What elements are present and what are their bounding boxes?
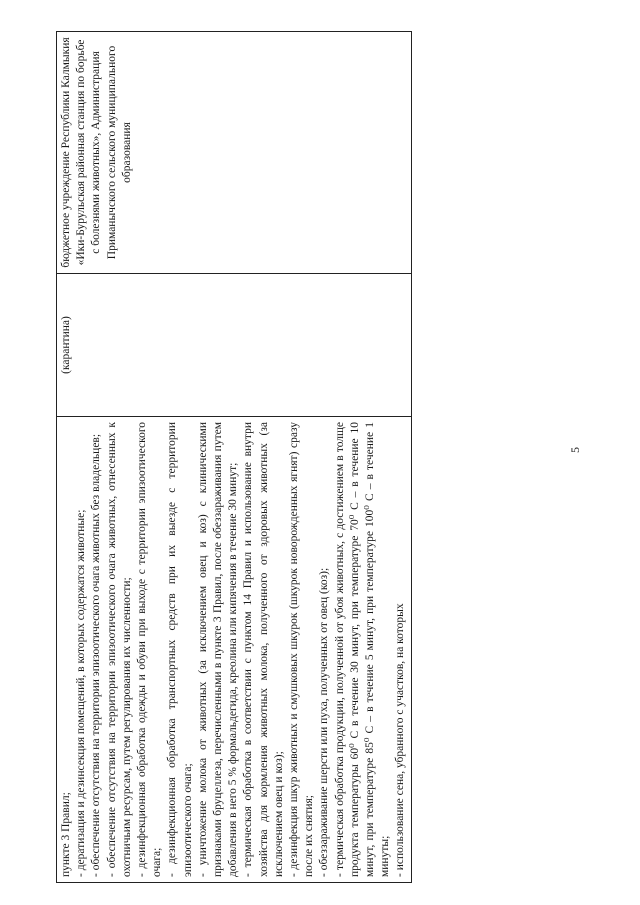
measure-item: - дезинфекция шкур животных и смушковых шкурок (шкурок новорожденных ягнят) сразу после их снятия; bbox=[288, 422, 316, 877]
measure-item: - использование сена, убранного с участков, на которых bbox=[394, 603, 407, 877]
measures-table bbox=[56, 31, 412, 883]
measure-item: - дезинфекционная обработка транспортных средств при их выезде с территории эпизоотического очага; bbox=[166, 422, 194, 877]
measure-item: - обеспечение отсутствия на территории эпизоотического очага животных без владельцев; bbox=[90, 433, 103, 877]
measure-item: - дератизация и дезинсекция помещений, в которых содержатся животные; bbox=[75, 509, 88, 877]
responsible-text: бюджетное учреждение Республики Калмыкия «Ики-Бурульская районная станция по борьбе с болезнями животных», Администрация Приманычского сельского муниципального образования bbox=[60, 37, 133, 268]
responsible-cell bbox=[57, 32, 412, 274]
measure-item: - обеспечение отсутствия на территории эпизоотического очага животных, отнесенных к охотничьим ресурсам, путем регулирования их численности; bbox=[105, 422, 133, 877]
measure-item: - дезинфекционная обработка одежды и обуви при выходе с территории эпизоотического очага; bbox=[136, 422, 164, 877]
deadline-cell bbox=[57, 274, 412, 417]
measures-list bbox=[59, 422, 409, 877]
measure-item: - уничтожение молока от животных (за исключением овец и коз) с клиническими признаками бруцеллеза, перечисленными в пункте 3 Правил, после обеззараживания путем добавления в него 5 % формальдегида, креолина или кипячения в течение 30 минут; bbox=[196, 422, 240, 877]
deadline-text: (карантина) bbox=[60, 316, 72, 374]
page-number: 5 bbox=[568, 447, 582, 453]
measure-item: пункте 3 Правил; bbox=[60, 792, 72, 877]
table-row bbox=[57, 32, 412, 883]
measure-item: - термическая обработка в соответствии с пунктом 14 Правил и использование внутри хозяйства для кормления животных молока, полученного от здоровых животных (за исключением овец и коз); bbox=[242, 422, 285, 877]
measure-item: - обеззараживание шерсти или пуха, полученных от овец (коз); bbox=[318, 567, 331, 877]
measures-cell bbox=[57, 417, 412, 883]
measure-item: - термическая обработка продукции, полученной от убоя животных, с достижением в толще продукта температуры 60⁰ С в течение 30 минут, при температуре 70⁰ С – в течение 10 минут, при температуре 85⁰ С – в течение 5 минут, при температуре 100⁰ С – в течение 1 минуты; bbox=[333, 422, 392, 877]
